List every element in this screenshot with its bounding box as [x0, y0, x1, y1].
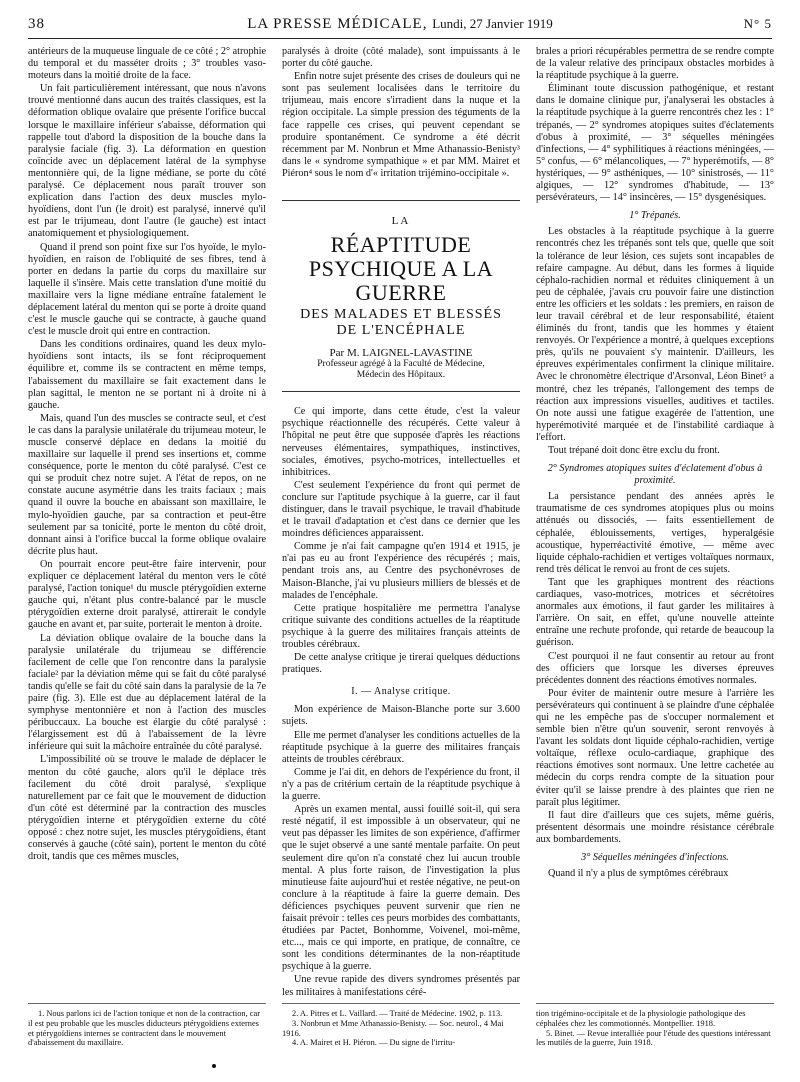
footnote: 4. A. Mairet et H. Piéron. — Du signe de l'irritu- — [292, 1038, 455, 1048]
paragraph: Mais, quand l'un des muscles se contracte seul, et c'est le cas dans la paralysie unilatérale du trijumeau moteur, le muscle conservé déplace en dedans la moitié du maxillaire sur laquelle il prend ses insertions et, comme conséquence, porte le menton du côté paralysé. C'est ce qui se produit chez notre sujet. A l'état de repos, on ne constate aucune asymétrie dans les traits faciaux ; mais quand il ouvre la bouche en abaissant son maxillaire, le mylo-hyoïdien gauche, par sa contraction et peut-être seulement par sa tonicité, porte le menton du côté droit, donnant ainsi à l'orifice buccal la forme oblique ovalaire décrite plus haut. — [28, 412, 266, 557]
paragraph: Quand il n'y a plus de symptômes cérébraux — [548, 868, 729, 880]
column-3 — [536, 46, 774, 881]
paragraph: Cette pratique hospitalière me permettra l'analyse critique suivante des conditions actuelles de la réaptitude psychique à la guerre des militaires français atteints de troubles cérébraux. — [282, 602, 520, 650]
page-number: 38 — [28, 16, 45, 32]
paragraph: L'impossibilité où se trouve le malade de déplacer le menton du côté gauche, alors qu'il le déplace très facilement du côté droit paralysé, s'explique naturellement par ce fait que le mouvement de diduction d'un côté est déterminé par la contraction des muscles ptérygoïdien interne et ptérygoïdien externe du côté opposé : chez notre sujet, les muscles ptérygoïdiens, étant conservés à gauche (côté sain), portent le menton du côté droit, tandis que ces mêmes muscles, — [28, 754, 266, 863]
issue-date: Lundi, 27 Janvier 1919 — [432, 16, 553, 31]
article-title: RÉAPTITUDE PSYCHIQUE A LA GUERRE — [308, 232, 494, 306]
footnote: 5. Binet. — Revue interalliée pour l'étude des questions intéressant les mutilés de la guerre, Juin 1918. — [536, 1028, 771, 1048]
issue-number: N° 5 — [743, 16, 772, 31]
footnotes-column-1 — [28, 1003, 266, 1048]
paragraph: Après un examen mental, aussi fouillé soit-il, qui sera resté négatif, il est impossible à un observateur, qui ne veut pas dépasser les limites de son expérience, d'affirmer que le sujet observé a une santé mentale parfaite. On peut seulement dire qu'on n'a constaté chez lui aucun trouble mental. A plus forte raison, de l'investigation la plus minutieuse faite aujourd'hui et restée négative, ne peut-on conclure à la réaptitude à faire la guerre demain. Des déficiences psychiques peuvent survenir que rien ne faisait prévoir : telles ces peurs morbides des combattants, étudiées par Pactet, Bonhomme, Voivenel, moi-même, etc..., mais ce qui importe, en pratique, de connaître, ce sont les conditions déterminantes de la non-réaptitude psychique à la guerre. — [282, 804, 520, 973]
subsection-heading: 3° Séquelles méningées d'infections. — [581, 852, 729, 863]
print-mark — [212, 1064, 216, 1068]
paragraph: paralysés à droite (côté malade), sont impuissants à le porter du côté gauche. — [282, 46, 520, 70]
article-subtitle-2: DE L'ENCÉPHALE — [336, 323, 466, 339]
paragraph: La déviation oblique ovalaire de la bouche dans la paralysie unilatérale du trijumeau se différencie facilement de celle que l'on rencontre dans la paralysie faciale² par la déviation même qui se fait du côté paralysé tandis qu'elle se fait du côté sain dans la paralysie de la 7e paire (fig. 3). Elle est due au déplacement latéral de la symphyse mentonnière et non à l'action des muscles péribuccaux. La bouche est élargie du côté paralysé : l'élargissement est dû à l'abaissement de la lèvre inférieure qui suit la mâchoire entraînée du côté paralysé. — [28, 632, 266, 753]
article-heading — [282, 200, 520, 392]
footnote: 2. A. Pitres et L. Vaillard. — Traité de Médecine. 1902, p. 113. — [292, 1009, 503, 1018]
paragraph: La persistance pendant des années après le traumatisme de ces syndromes atopiques plus ou moins atténués ou dissociés, — faits essentiellement de céphalée, éblouissements, vertiges, hyperalgésie acoustique, hyperréactivité émotive, — même avec liquide céphalo-rachidien et vertiges voltaïques normaux, rend très délicat le renvoi au front de ces sujets. — [536, 491, 774, 575]
paragraph: Il faut dire d'ailleurs que ces sujets, même guéris, présentent désormais une moindre résistance cérébrale aux bombardements. — [536, 809, 774, 845]
subsection-heading: 2° Syndromes atopiques suites d'éclatement d'obus à proximité. — [547, 463, 763, 487]
paragraph: Enfin notre sujet présente des crises de douleurs qui ne sont pas seulement localisées dans le territoire du trijumeau, mais encore s'irradient dans la nuque et la région occipitale. La simple pression des téguments de la face rappelle ces crises, qui peuvent cependant se produire spontanément. Ce syndrome a été décrit récemment par M. Nonbrun et Mme Athanassio-Benisty³ dans le « syndrome sympathique » et par MM. Mairet et Piéron⁴ sous le nom d'« irritation trijémino-occipitale ». — [282, 71, 520, 179]
journal-name: LA PRESSE MÉDICALE, — [247, 16, 428, 32]
paragraph: Pour éviter de maintenir outre mesure à l'arrière les persévérateurs qui continuent à se plaindre d'une céphalée qui ne les empêche pas de s'occuper normalement et semble bien n'être qu'un souvenir, seront renvoyés à l'avant les soldats dont liquide céphalo-rachidien, vertige voltaïque, réflexe oculo-cardiaque, graphique des réactions émotives sont normaux. Une lettre cachetée au médecin du corps rendra compte de la situation pour éviter qu'il se laisse prendre à des plaintes que rien ne paraît plus légitimer. — [536, 687, 774, 808]
article-subtitle-1: DES MALADES ET BLESSÉS — [300, 307, 502, 323]
paragraph: C'est seulement l'expérience du front qui permet de conclure sur l'aptitude psychique à la guerre, car il faut distinguer, dans le travail psychique, le travail d'habitude et le travail d'adaptation et c'est dans ce dernier que les moindres déficiences apparaissent. — [282, 479, 520, 540]
paragraph: Dans les conditions ordinaires, quand les deux mylo-hyoïdiens sont intacts, ils se font réciproquement équilibre et, comme ils se contractent en même temps, l'abaissement du maxillaire se fait exactement dans le plan sagittal, le menton ne se portant ni à droite ni à gauche. — [28, 339, 266, 411]
paragraph: Comme je l'ai dit, en dehors de l'expérience du front, il n'y a pas de critérium certain de la réaptitude psychique à la guerre. — [282, 766, 520, 803]
paragraph: C'est pourquoi il ne faut consentir au retour au front des officiers que lorsque les diverses épreuves précédentes donnent des réactions émotives normales. — [536, 650, 774, 686]
section-heading: I. — Analyse critique. — [351, 686, 451, 698]
column-2 — [282, 46, 520, 1000]
author-affiliation-1: Professeur agrégé à la Faculté de Médecine, — [317, 359, 485, 370]
column-1 — [28, 46, 266, 864]
paragraph: Elle me permet d'analyser les conditions actuelles de la réaptitude psychique à la guerre des militaires français atteints de troubles cérébraux. — [282, 729, 520, 765]
footnote: tion trigémino-occipitale et de la physiologie pathologique des céphalées chez les commotionnés. Montpellier. 1918. — [536, 1009, 746, 1028]
paragraph: De cette analyse critique je tirerai quelques déductions pratiques. — [282, 652, 520, 676]
author-affiliation-2: Médecin des Hôpitaux. — [356, 370, 446, 381]
paragraph: Tout trépané doit donc être exclu du front. — [548, 445, 720, 456]
footnotes-column-3 — [536, 1003, 774, 1048]
footnote: 3. Nonbrun et Mme Athanassio-Benisty. — Soc. neurol., 4 Mai 1916. — [282, 1018, 504, 1038]
article-byline: Par M. LAIGNEL-LAVASTINE — [329, 347, 473, 360]
journal-title-line — [28, 16, 772, 33]
paragraph: Les obstacles à la réaptitude psychique à la guerre rencontrés chez les trépanés sont tels que, quelle que soit la tolérance de leur lésion, ces sujets sont incapables de refaire campagne. Au début, dans les formes à liquide céphalo-rachidien normal et réduites cliniquement à un peu de céphalée, j'avais cru pouvoir faire une distinction entre les officiers et les soldats : les premiers, en raison de leur travail cérébral et de leur responsabilité, étaient éliminés du front, tandis que les hommes y étaient renvoyés. Or l'expérience a montré, à quelques exceptions près, qu'ils ne pouvaient s'y maintenir. D'ailleurs, les épreuves expérimentales confirment la clinique militaire. Avec le chronomètre électrique d'Arsonval, Léon Binet⁵ a montré, chez les trépanés, l'allongement des temps de réaction aux impressions visuelles, auditives et tactiles. On note aussi une fatigue exagérée de l'attention, une hyperémotivité marquée et de l'instabilité cardiaque à l'effort. — [536, 226, 774, 443]
paragraph: Quand il prend son point fixe sur l'os hyoïde, le mylo-hyoïdien, en raison de l'obliquité de ses fibres, tend à porter en dedans la partie du corps du maxillaire sur laquelle il s'insère. Mais cette translation d'une moitié du maxillaire vers la ligne médiane entraîne fatalement le déplacement latéral du menton qui se porte à droite quand c'est le muscle gauche qui se contracte, à gauche quand c'est le muscle droit qui entre en contraction. — [28, 241, 266, 338]
paragraph: Mon expérience de Maison-Blanche porte sur 3.600 sujets. — [282, 704, 520, 728]
page-header — [28, 14, 772, 39]
article-kicker: LA — [391, 215, 411, 228]
paragraph: Comme je n'ai fait campagne qu'en 1914 et 1915, je n'ai pas eu au front l'expérience des récupérés ; mais, pendant trois ans, au Centre des psychonévroses de Maison-Blanche, j'ai vu plusieurs milliers de blessés et de malades de l'encéphale. — [282, 541, 520, 601]
footnote: 1. Nous parlons ici de l'action tonique et non de la contraction, car il est peu probable que les muscles diducteurs ptérygoïdiens externes et ptérygoïdiens internes se contractent dans le mouvement d'abaissement du maxillaire. — [28, 1009, 260, 1048]
paragraph: On pourrait encore peut-être faire intervenir, pour expliquer ce déplacement latéral du menton vers le côté paralysé, l'action tonique¹ du muscle ptérygoïdien externe gauche qui, n'étant plus contre-balancé par le muscle ptérygoïdien externe droit paralysé, attirerait le condyle gauche en avant et, par suite, porterait le menton à droite. — [28, 558, 266, 631]
paragraph: Tant que les graphiques montrent des réactions cardiaques, vaso-motrices, motrices et sécrétoires anormales aux émotions, il faut garder les militaires à l'arrière. On sait, en effet, qu'une nouvelle atteinte entraîne une rechute profonde, qui retarde de beaucoup la guérison. — [536, 576, 774, 649]
paragraph: Ce qui importe, dans cette étude, c'est la valeur psychique réactionnelle des récupérés. Cette valeur à l'hôpital ne peut être que supposée d'après les réactions nerveuses élémentaires, sympathiques, instinctives, sociales, émotives, psycho-motrices, intellectuelles et inhibitrices. — [282, 406, 520, 478]
paragraph: Un fait particulièrement intéressant, que nous n'avons trouvé mentionné dans aucun des traités classiques, est la déformation oblique ovalaire que présente l'orifice buccal lorsque le maxillaire inférieur s'abaisse, déformation qui rappelle tout d'abord la disposition de la bouche dans la paralysie faciale (fig. 3). La déformation en question coïncide avec un déplacement latéral de la symphyse mentonnière qui, de la ligne médiane, se porte du côté paralysé. Ce déplacement nous paraît trouver son explication dans l'action des deux muscles mylo-hyoïdiens, dont l'un (le droit) est paralysé, innervé qu'il est par le trijumeau, dont l'autre (le gauche) est intact anatomiquement et physiologiquement. — [28, 83, 266, 240]
footnotes-column-2 — [282, 1003, 520, 1048]
paragraph: antérieurs de la muqueuse linguale de ce côté ; 2° atrophie du temporal et du masséter droits ; 3° troubles vaso-moteurs dans la moitié droite de la face. — [28, 46, 266, 82]
paragraph: Éliminant toute discussion pathogénique, et restant dans le domaine clinique pur, j'analyserai les obstacles à la réaptitude psychique à la guerre rencontrés chez les : 1° trépanés, — 2° syndromes atopiques suites d'éclatements d'obus à proximité, — 3° séquelles méningées d'infections, — 4° syphilitiques à réactions méningées, — 5° confus, — 6° mélancoliques, — 7° hyperémotifs, — 8° hystériques, — 9° asthéniques, — 10° sinistrosés, — 11° algiques, — 12° syndromes d'habitude, — 13° persévérateurs, — 14° insincères, — 15° dysgenésiques. — [536, 83, 774, 204]
paragraph: Une revue rapide des divers syndromes présentés par les militaires à manifestations céré- — [282, 974, 520, 998]
subsection-heading: 1° Trépanés. — [629, 210, 681, 222]
paragraph: brales a priori récupérables permettra de se rendre compte de la valeur relative des principaux obstacles morbides à la réaptitude psychique à la guerre. — [536, 46, 774, 82]
